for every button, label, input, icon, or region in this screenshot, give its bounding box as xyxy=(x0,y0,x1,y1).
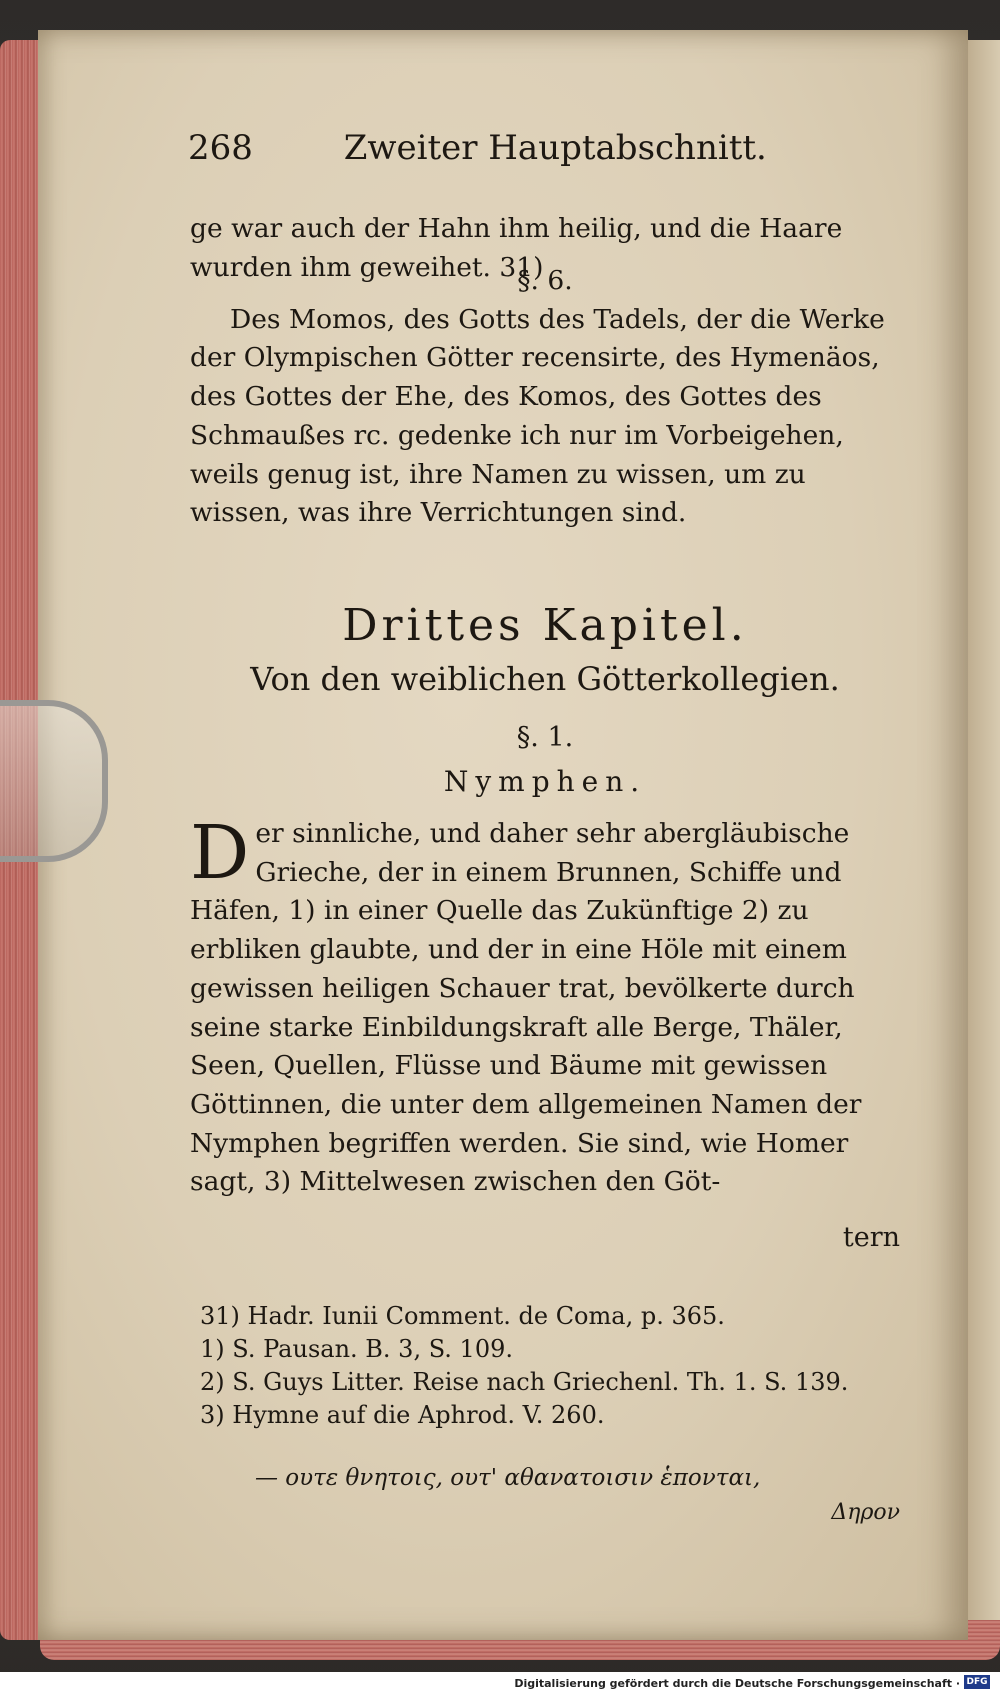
dfg-logo: DFG xyxy=(964,1675,990,1689)
footnotes xyxy=(200,1300,900,1432)
footnote-2: 2) S. Guys Litter. Reise nach Griechenl. Th. 1. S. 139. xyxy=(200,1368,849,1396)
footnote-3: 3) Hymne auf die Aphrod. V. 260. xyxy=(200,1401,605,1429)
section-1-heading: Nymphen. xyxy=(443,765,647,798)
page-clip xyxy=(0,700,108,862)
chapter-subtitle: Von den weiblichen Götterkollegien. xyxy=(250,660,840,698)
footnote-31: 31) Hadr. Iunii Comment. de Coma, p. 365. xyxy=(200,1302,725,1330)
section-6-text: Des Momos, des Gotts des Tadels, der die Werke der Olympischen Götter recensirte, des Hymenäos, des Gottes der Ehe, des Komos, des Gottes des Schmaußes rc. gedenke ich nur im Vorbeigehen, weils genug ist, ihre Namen zu wissen, um zu wissen, was ihre Verrichtungen sind. xyxy=(190,303,885,529)
footer-credit: Digitalisierung gefördert durch die Deutsche Forschungsgemeinschaft · xyxy=(514,1677,960,1690)
page-number: 268 xyxy=(188,128,253,168)
bottom-catchword: Δηρον xyxy=(831,1500,900,1525)
intro-paragraph: ge war auch der Hahn ihm heilig, und die Haare wurden ihm geweihet. 31) xyxy=(190,213,843,283)
section-6 xyxy=(190,262,900,533)
adjacent-page-edge xyxy=(968,40,1000,1630)
page-header xyxy=(188,128,767,168)
chapter-title: Drittes Kapitel. xyxy=(342,600,748,651)
running-title: Zweiter Hauptabschnitt. xyxy=(343,128,767,168)
section-1-marker: §. 1. xyxy=(516,722,574,753)
catchword: tern xyxy=(842,1222,900,1253)
section-1-body xyxy=(190,810,900,1202)
footnote-1: 1) S. Pausan. B. 3, S. 109. xyxy=(200,1335,513,1363)
section-1-text: er sinnliche, und daher sehr abergläubische Grieche, der in einem Brunnen, Schiffe und Häfen, 1) in einer Quelle das Zukünftige 2) zu erbliken glaubte, und der in eine Höle mit einem gewissen heiligen Schauer trat, bevölkerte durch seine starke Einbildungskraft alle Berge, Thäler, Seen, Quellen, Flüsse und Bäume mit gewissen Göttinnen, die unter dem allgemeinen Namen der Nymphen begriffen werden. Sie sind, wie Homer sagt, 3) Mittelwesen zwischen den Göt- xyxy=(190,818,862,1198)
greek-quote: — ουτε θνητοις, ουτ' αθανατοισιν ἑπονται, xyxy=(255,1465,761,1491)
section-6-marker: §. 6. xyxy=(517,265,573,296)
drop-cap: D xyxy=(190,810,250,896)
